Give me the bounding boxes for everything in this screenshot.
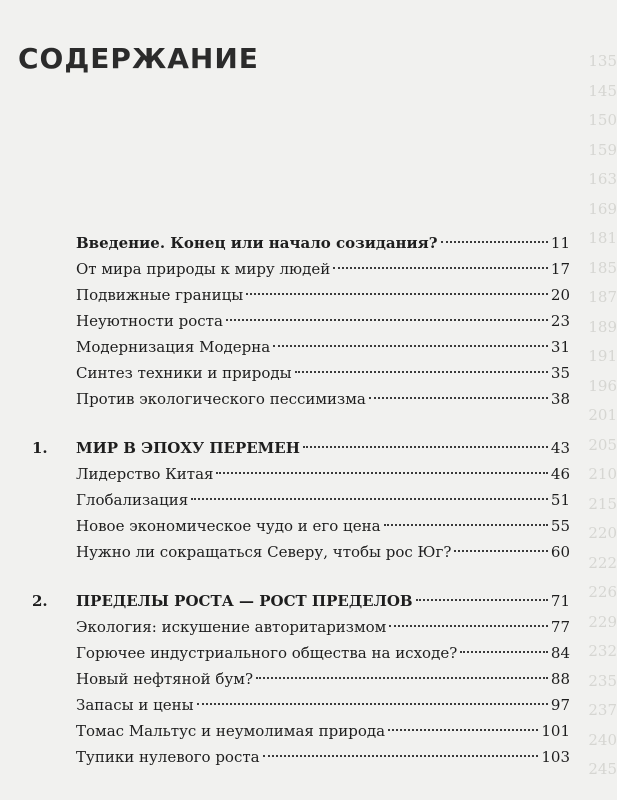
bleed-through-number: 145 [588, 82, 617, 100]
toc-entry[interactable] [32, 666, 570, 692]
toc-entry-page: 11 [550, 234, 570, 252]
toc-entry-page: 35 [550, 364, 570, 382]
toc-entry-label: Томас Мальтус и неумолимая природа [76, 722, 386, 740]
toc-entry-label: Экология: искушение авторитаризмом [76, 618, 387, 636]
toc-chapter-entry[interactable] [32, 435, 570, 461]
toc-leader-dots [384, 524, 548, 526]
toc-entry[interactable] [32, 256, 570, 282]
toc-leader-dots [441, 241, 548, 243]
toc-entry-page: 88 [550, 670, 570, 688]
toc-leader-dots [303, 446, 548, 448]
toc-leader-dots [226, 319, 548, 321]
bleed-through-number: 220 [588, 524, 617, 542]
bleed-through-number: 196 [588, 377, 617, 395]
toc-entry[interactable] [32, 308, 570, 334]
bleed-through-number: 169 [588, 200, 617, 218]
toc-entry[interactable] [32, 718, 570, 744]
toc-leader-dots [295, 371, 548, 373]
toc-entry-label: Запасы и цены [76, 696, 194, 714]
bleed-through-number: 201 [588, 406, 617, 424]
bleed-through-number: 237 [588, 701, 617, 719]
bleed-through-number: 226 [588, 583, 617, 601]
toc-entry-page: 20 [550, 286, 570, 304]
toc-entry-page: 46 [550, 465, 570, 483]
toc-entry-label: Горючее индустриального общества на исходе? [76, 644, 458, 662]
bleed-through-number: 232 [588, 642, 617, 660]
toc-entry-number: 2. [32, 592, 48, 610]
toc-entry-label: Синтез техники и природы [76, 364, 292, 382]
toc-entry[interactable] [32, 386, 570, 412]
toc-entry-label: ПРЕДЕЛЫ РОСТА — РОСТ ПРЕДЕЛОВ [76, 592, 413, 610]
toc-leader-dots [460, 651, 548, 653]
toc-entry-label: Против экологического пессимизма [76, 390, 366, 408]
toc-entry-page: 23 [550, 312, 570, 330]
toc-entry-page: 60 [550, 543, 570, 561]
toc-entry[interactable] [32, 640, 570, 666]
toc-entry[interactable] [32, 334, 570, 360]
bleed-through-number: 181 [588, 229, 617, 247]
toc-entry-label: От мира природы к миру людей [76, 260, 331, 278]
toc-entry[interactable] [32, 487, 570, 513]
toc-leader-dots [191, 498, 548, 500]
toc-chapter-entry[interactable] [32, 588, 570, 614]
toc-entry-label: Неуютности роста [76, 312, 223, 330]
toc-leader-dots [246, 293, 548, 295]
toc-entry-page: 103 [541, 748, 570, 766]
toc-leader-dots [197, 703, 548, 705]
bleed-through-number: 135 [588, 52, 617, 70]
toc-entry-label: МИР В ЭПОХУ ПЕРЕМЕН [76, 439, 300, 457]
toc-leader-dots [263, 755, 539, 757]
toc-entry-label: Глобализация [76, 491, 189, 509]
bleed-through-number: 222 [588, 554, 617, 572]
toc-entry-label: Модернизация Модерна [76, 338, 271, 356]
toc-entry-label: Тупики нулевого роста [76, 748, 260, 766]
toc-leader-dots [216, 472, 547, 474]
bleed-through-number: 245 [588, 760, 617, 778]
table-of-contents [32, 230, 570, 770]
toc-entry[interactable] [32, 692, 570, 718]
toc-entry-label: Новый нефтяной бум? [76, 670, 253, 688]
bleed-through-number: 215 [588, 495, 617, 513]
bleed-through-number: 235 [588, 672, 617, 690]
toc-entry-page: 71 [550, 592, 570, 610]
toc-entry-label: Введение. Конец или начало созидания? [76, 234, 438, 252]
toc-entry-number: 1. [32, 439, 48, 457]
toc-entry-page: 77 [550, 618, 570, 636]
toc-entry-page: 97 [550, 696, 570, 714]
bleed-through-number: 159 [588, 141, 617, 159]
bleed-through-number: 191 [588, 347, 617, 365]
toc-entry[interactable] [32, 282, 570, 308]
toc-entry[interactable] [32, 360, 570, 386]
toc-leader-dots [454, 550, 548, 552]
bleed-through-number: 163 [588, 170, 617, 188]
toc-leader-dots [389, 625, 548, 627]
bleed-through-number: 205 [588, 436, 617, 454]
toc-entry[interactable] [32, 513, 570, 539]
bleed-through-number: 229 [588, 613, 617, 631]
toc-entry-label: Новое экономическое чудо и его цена [76, 517, 381, 535]
toc-entry-label: Нужно ли сокращаться Северу, чтобы рос Юг? [76, 543, 452, 561]
bleed-through-number: 187 [588, 288, 617, 306]
bleed-through-number: 185 [588, 259, 617, 277]
bleed-through-number: 240 [588, 731, 617, 749]
section-gap [32, 565, 570, 588]
toc-entry[interactable] [32, 614, 570, 640]
bleed-through-number: 150 [588, 111, 617, 129]
toc-entry-page: 101 [541, 722, 570, 740]
toc-entry-page: 17 [550, 260, 570, 278]
bleed-through-number: 189 [588, 318, 617, 336]
toc-entry-label: Подвижные границы [76, 286, 244, 304]
toc-entry-page: 55 [550, 517, 570, 535]
toc-leader-dots [273, 345, 548, 347]
toc-leader-dots [416, 599, 548, 601]
toc-entry-page: 31 [550, 338, 570, 356]
toc-entry[interactable] [32, 744, 570, 770]
toc-entry[interactable] [32, 230, 570, 256]
toc-entry-page: 51 [550, 491, 570, 509]
toc-leader-dots [256, 677, 548, 679]
toc-entry-page: 38 [550, 390, 570, 408]
section-gap [32, 412, 570, 435]
toc-leader-dots [388, 729, 538, 731]
page-title: СОДЕРЖАНИЕ [18, 42, 259, 75]
toc-leader-dots [369, 397, 548, 399]
bleed-through-number: 210 [588, 465, 617, 483]
toc-entry[interactable] [32, 461, 570, 487]
toc-entry-label: Лидерство Китая [76, 465, 214, 483]
toc-entry-page: 43 [550, 439, 570, 457]
toc-entry[interactable] [32, 539, 570, 565]
toc-leader-dots [333, 267, 548, 269]
toc-entry-page: 84 [550, 644, 570, 662]
